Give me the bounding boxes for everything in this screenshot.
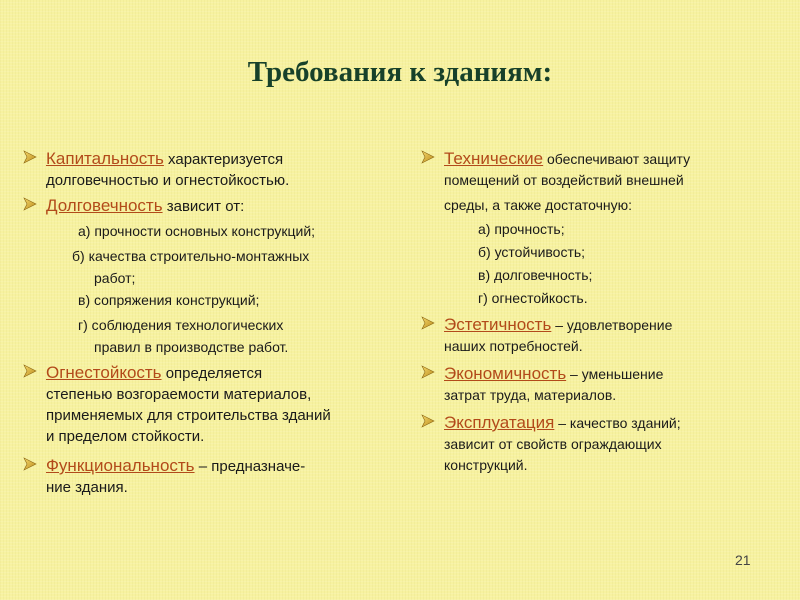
item-line: зависит от свойств ограждающих — [444, 436, 662, 452]
list-item — [20, 362, 390, 447]
slide-title: Требования к зданиям: — [247, 56, 553, 88]
item-text: – качество зданий; — [554, 415, 681, 431]
subitem: г) огнестойкость. — [478, 290, 588, 306]
item-line: применяемых для строительства зданий — [46, 407, 331, 424]
item-text: характеризуется — [163, 151, 284, 168]
item-line: и пределом стойкости. — [46, 428, 205, 445]
term-tekhnicheskie: Технические — [444, 149, 544, 168]
list-item — [418, 412, 773, 476]
page-number: 21 — [735, 552, 751, 568]
arrow-bullet-icon — [23, 150, 37, 164]
subitem: г) соблюдения технологических — [78, 317, 284, 333]
term-ekspluatatsiya: Эксплуатация — [444, 413, 555, 432]
term-dolgovechnost: Долговечность — [46, 196, 163, 215]
list-item — [20, 148, 390, 191]
term-funktsionalnost: Функциональность — [46, 456, 195, 475]
term-estetichnost: Эстетичность — [444, 315, 552, 334]
arrow-bullet-icon — [23, 364, 37, 378]
item-first-line — [46, 455, 390, 477]
arrow-bullet-icon — [421, 150, 435, 164]
list-item — [20, 455, 390, 498]
left-column — [20, 148, 390, 498]
subitem: в) долговечность; — [478, 267, 593, 283]
subitem: б) устойчивость; — [478, 244, 586, 260]
item-line: затрат труда, материалов. — [444, 387, 617, 403]
subitem: в) сопряжения конструкций; — [78, 292, 260, 308]
arrow-bullet-icon — [421, 365, 435, 379]
subitem: работ; — [94, 270, 136, 286]
term-ognestoikost: Огнестойкость — [46, 363, 162, 382]
list-item — [20, 195, 390, 358]
item-first-line — [444, 363, 773, 385]
item-first-line — [46, 148, 390, 170]
item-line: долговечностью и огнестойкостью. — [46, 172, 290, 189]
item-line: среды, а также достаточную: — [444, 197, 632, 213]
item-text: зависит от: — [162, 198, 245, 215]
item-line: помещений от воздействий внешней — [444, 172, 684, 188]
list-item — [418, 363, 773, 406]
item-text: обеспечивают защиту — [543, 151, 691, 167]
arrow-bullet-icon — [421, 414, 435, 428]
item-first-line — [444, 412, 773, 434]
item-text: – уменьшение — [566, 366, 664, 382]
subitem: а) прочность; — [478, 221, 565, 237]
item-line: ние здания. — [46, 479, 128, 496]
term-ekonomichnost: Экономичность — [444, 364, 567, 383]
item-first-line — [444, 148, 773, 170]
subitem: б) качества строительно-монтажных — [72, 248, 310, 264]
subitem: правил в производстве работ. — [94, 339, 289, 355]
term-kapitalnost: Капитальность — [46, 149, 164, 168]
item-text: – предназначе- — [194, 458, 306, 475]
item-text: – удовлетворение — [551, 317, 673, 333]
subitem: а) прочности основных конструкций; — [78, 223, 316, 239]
arrow-bullet-icon — [23, 457, 37, 471]
item-line: наших потребностей. — [444, 338, 583, 354]
list-item — [418, 148, 773, 310]
item-text: определяется — [161, 365, 263, 382]
list-item — [418, 314, 773, 357]
right-column — [418, 148, 773, 476]
arrow-bullet-icon — [23, 197, 37, 211]
item-line: степенью возгораемости материалов, — [46, 386, 312, 403]
item-first-line — [46, 195, 390, 217]
item-first-line — [444, 314, 773, 336]
item-line: конструкций. — [444, 457, 528, 473]
item-first-line — [46, 362, 390, 384]
arrow-bullet-icon — [421, 316, 435, 330]
